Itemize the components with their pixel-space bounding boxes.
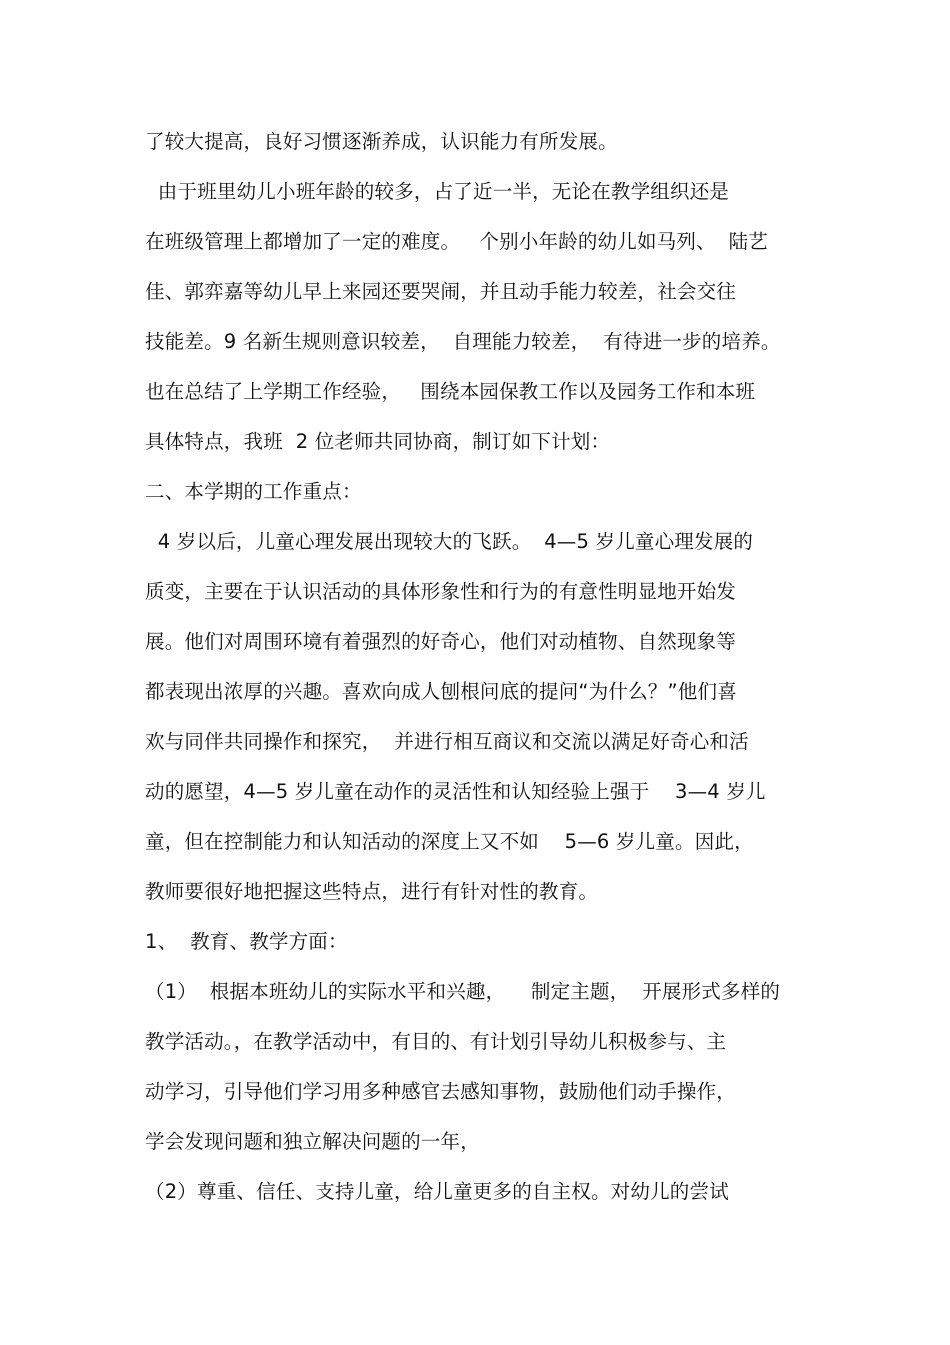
text-line: 了较大提高，良好习惯逐渐养成，认识能力有所发展。 — [145, 130, 618, 153]
text-line: 在班级管理上都增加了一定的难度。 个别小年龄的幼儿如马列、 陆艺 — [145, 230, 768, 253]
text-line: 童，但在控制能力和认知活动的深度上又不如 5—6 岁儿童。因此， — [145, 830, 754, 853]
text-line: 教学活动。，在教学活动中，有目的、有计划引导幼儿积极参与、主 — [145, 1030, 727, 1053]
text-line: 技能差。9 名新生规则意识较差， 自理能力较差， 有待进一步的培养。 — [145, 330, 781, 353]
text-line: （1） 根据本班幼儿的实际水平和兴趣， 制定主题， 开展形式多样的 — [145, 980, 781, 1003]
text-line: 4 岁以后，儿童心理发展出现较大的飞跃。 4—5 岁儿童心理发展的 — [145, 530, 754, 553]
text-line: 也在总结了上学期工作经验， 围绕本园保教工作以及园务工作和本班 — [145, 380, 756, 403]
section-heading: 二、本学期的工作重点： — [145, 480, 362, 503]
text-line: 动学习，引导他们学习用多种感官去感知事物，鼓励他们动手操作， — [145, 1080, 737, 1103]
text-line: 佳、郭弈嘉等幼儿早上来园还要哭闹，并且动手能力较差，社会交往 — [145, 280, 737, 303]
text-line: 欢与同伴共同操作和探究， 并进行相互商议和交流以满足好奇心和活 — [145, 730, 749, 753]
text-line: 具体特点，我班 2 位老师共同协商，制订如下计划： — [145, 430, 611, 453]
text-line: 质变，主要在于认识活动的具体形象性和行为的有意性明显地开始发 — [145, 580, 737, 603]
text-line: 学会发现问题和独立解决问题的一年， — [145, 1130, 480, 1153]
text-line: 教师要很好地把握这些特点，进行有针对性的教育。 — [145, 880, 599, 903]
text-line: 动的愿望，4—5 岁儿童在动作的灵活性和认知经验上强于 3—4 岁儿 — [145, 780, 766, 803]
text-line: （2）尊重、信任、支持儿童，给儿童更多的自主权。对幼儿的尝试 — [145, 1180, 729, 1203]
text-line: 由于班里幼儿小班年龄的较多，占了近一半，无论在教学组织还是 — [145, 180, 730, 203]
text-line: 都表现出浓厚的兴趣。喜欢向成人刨根问底的提问“为什么？”他们喜 — [145, 680, 737, 703]
text-line: 展。他们对周围环境有着强烈的好奇心，他们对动植物、自然现象等 — [145, 630, 737, 653]
subsection-heading: 1、 教育、教学方面： — [145, 930, 348, 953]
